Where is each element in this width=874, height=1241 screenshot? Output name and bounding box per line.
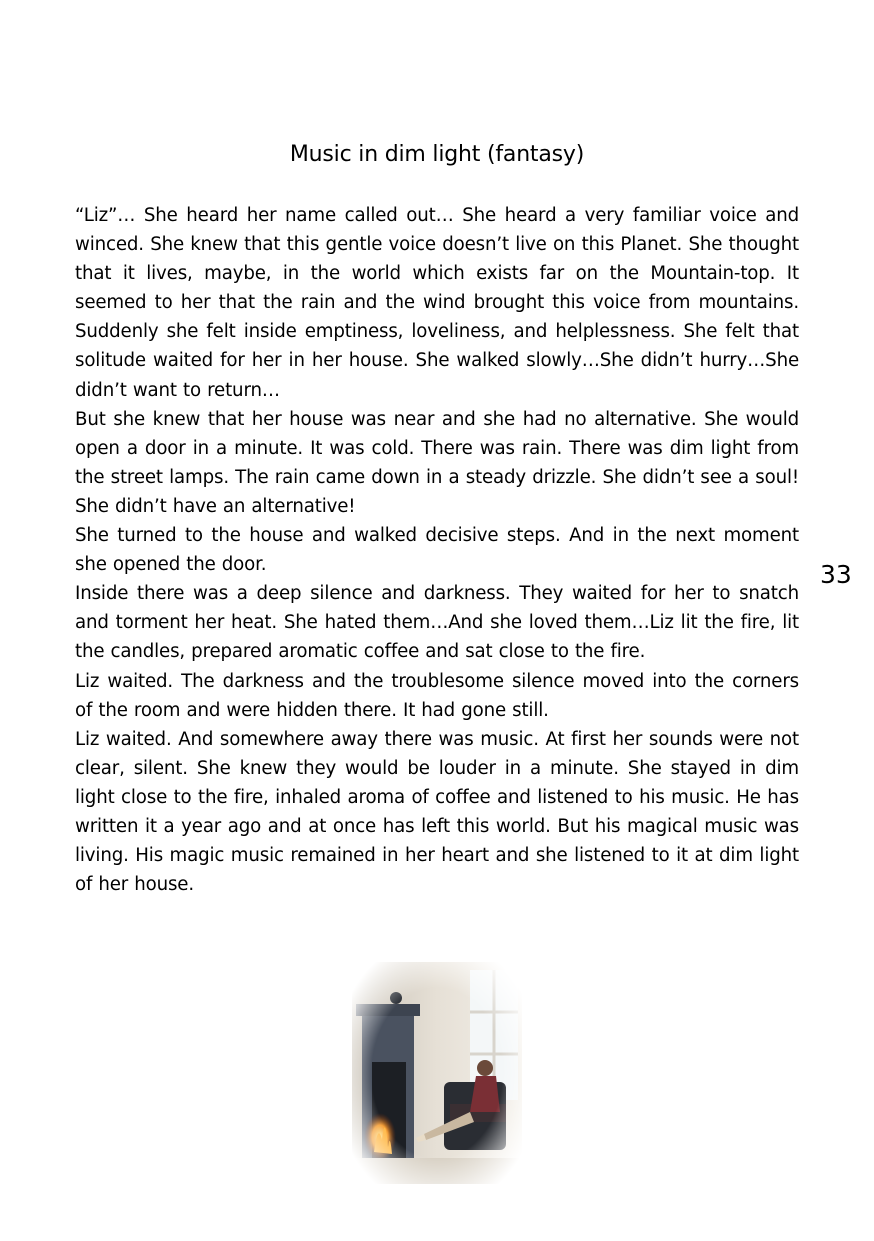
paragraph: Inside there was a deep silence and darkness. They waited for her to snatch and torment her heat. She hated them…And she loved them…Liz lit the fire, lit the candles, prepared aromatic coffee and sat close to the fire. — [75, 583, 799, 663]
paragraph: She turned to the house and walked decisive steps. And in the next moment she opened the door. — [75, 525, 799, 576]
page-number: 33 — [820, 560, 852, 589]
paragraph: Liz waited. The darkness and the troublesome silence moved into the corners of the room and were hidden there. It had gone still. — [75, 670, 799, 721]
fireplace-illustration — [352, 962, 522, 1184]
paragraph: Liz waited. And somewhere away there was music. At first her sounds were not clear, silent. She knew they would be louder in a minute. She stayed in dim light close to the fire, inhaled aroma of coffee and listened to his music. He has written it a year ago and at once has left this world. But his magical music was living. His magic music remained in her heart and she listened to it at dim light of her house. — [75, 728, 799, 896]
page-title: Music in dim light (fantasy) — [289, 142, 585, 167]
paragraph: “Liz”… She heard her name called out… She heard a very familiar voice and winced. She knew that this gentle voice doesn’t live on this Planet. She thought that it lives, maybe, in the world which exists far on the Mountain-top. It seemed to her that the rain and the wind brought this voice from mountains. Suddenly she felt inside emptiness, loveliness, and helplessness. She felt that solitude waited for her in her house. She walked slowly…She didn’t hurry…She didn’t want to return… — [75, 205, 799, 401]
paragraph: But she knew that her house was near and she had no alternative. She would open a door in a minute. It was cold. There was rain. There was dim light from the street lamps. The rain came down in a steady drizzle. She didn’t see a soul! She didn’t have an alternative! — [75, 408, 799, 517]
story-body — [75, 201, 799, 899]
